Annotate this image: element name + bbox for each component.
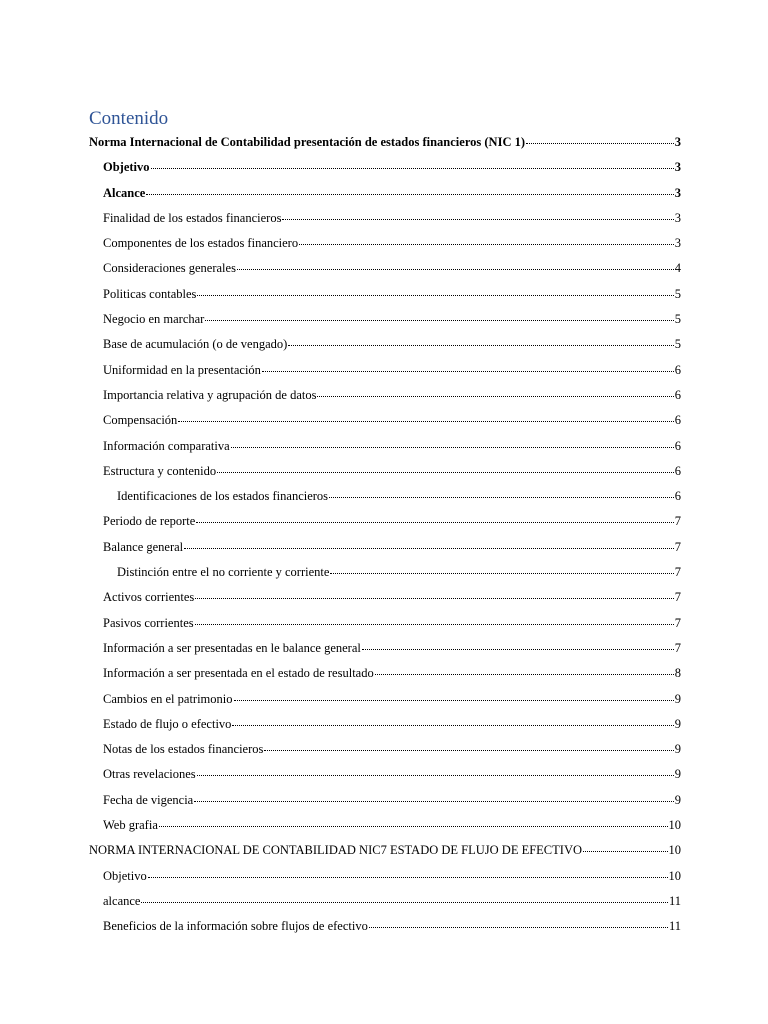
toc-entry-page-number: 3 xyxy=(674,210,681,225)
toc-entry[interactable] xyxy=(89,762,681,787)
toc-dot-leader xyxy=(369,926,668,928)
toc-dot-leader xyxy=(317,395,673,397)
toc-entry-page-number: 6 xyxy=(674,489,681,504)
toc-entry[interactable] xyxy=(89,484,681,509)
toc-entry-page-number: 10 xyxy=(668,868,681,883)
toc-entry-title: Estructura y contenido xyxy=(103,463,217,478)
toc-entry[interactable] xyxy=(89,358,681,383)
toc-entry-title: Pasivos corrientes xyxy=(103,615,194,630)
toc-dot-leader xyxy=(375,673,674,675)
toc-entry-title: Consideraciones generales xyxy=(103,261,236,276)
toc-entry[interactable] xyxy=(89,206,681,231)
toc-entry-page-number: 3 xyxy=(674,185,681,200)
toc-entry-title: Balance general xyxy=(103,539,184,554)
toc-dot-leader xyxy=(151,167,674,169)
toc-entry[interactable] xyxy=(89,636,681,661)
toc-dot-leader xyxy=(262,370,674,372)
toc-dot-leader xyxy=(196,521,673,523)
toc-entry[interactable] xyxy=(89,434,681,459)
toc-entry-title: Estado de flujo o efectivo xyxy=(103,716,232,731)
toc-entry-page-number: 5 xyxy=(674,337,681,352)
toc-entry-page-number: 6 xyxy=(674,413,681,428)
toc-entry-title: Alcance xyxy=(103,185,146,200)
toc-entry[interactable] xyxy=(89,585,681,610)
toc-entry[interactable] xyxy=(89,459,681,484)
toc-entry-page-number: 11 xyxy=(668,893,681,908)
toc-entry-page-number: 10 xyxy=(668,818,681,833)
toc-dot-leader xyxy=(362,648,674,650)
toc-entry-page-number: 11 xyxy=(668,919,681,934)
toc-entry-page-number: 3 xyxy=(674,236,681,251)
toc-dot-leader xyxy=(205,319,673,321)
toc-entry-title: Compensación xyxy=(103,413,178,428)
toc-entry[interactable] xyxy=(89,813,681,838)
toc-dot-leader xyxy=(282,218,673,220)
toc-entry-page-number: 7 xyxy=(674,640,681,655)
toc-entry-title: Componentes de los estados financiero xyxy=(103,236,299,251)
toc-dot-leader xyxy=(195,623,674,625)
toc-dot-leader xyxy=(146,193,673,195)
toc-entry-title: Uniformidad en la presentación xyxy=(103,362,261,377)
toc-entry-title: Finalidad de los estados financieros xyxy=(103,210,282,225)
toc-entry-page-number: 4 xyxy=(674,261,681,276)
toc-entry-title: Politicas contables xyxy=(103,286,197,301)
toc-entry-title: Otras revelaciones xyxy=(103,767,196,782)
toc-list xyxy=(89,130,681,940)
toc-entry-page-number: 9 xyxy=(674,691,681,706)
toc-entry[interactable] xyxy=(89,611,681,636)
toc-dot-leader xyxy=(197,294,673,296)
toc-entry[interactable] xyxy=(89,889,681,914)
toc-entry[interactable] xyxy=(89,231,681,256)
toc-entry[interactable] xyxy=(89,181,681,206)
toc-entry[interactable] xyxy=(89,383,681,408)
toc-entry-title: Notas de los estados financieros xyxy=(103,742,264,757)
toc-entry[interactable] xyxy=(89,661,681,686)
toc-entry[interactable] xyxy=(89,509,681,534)
toc-entry[interactable] xyxy=(89,737,681,762)
toc-entry-page-number: 7 xyxy=(674,514,681,529)
toc-entry[interactable] xyxy=(89,914,681,939)
toc-dot-leader xyxy=(194,800,674,802)
toc-dot-leader xyxy=(288,344,673,346)
toc-entry-page-number: 7 xyxy=(674,565,681,580)
toc-entry[interactable] xyxy=(89,535,681,560)
toc-dot-leader xyxy=(195,597,673,599)
toc-entry[interactable] xyxy=(89,307,681,332)
toc-entry-page-number: 9 xyxy=(674,792,681,807)
toc-entry-title: Web grafia xyxy=(103,818,158,833)
toc-entry-title: Información a ser presentada en el estado de resultado xyxy=(103,666,374,681)
toc-entry-page-number: 9 xyxy=(674,742,681,757)
toc-entry-page-number: 6 xyxy=(674,362,681,377)
toc-entry-title: Base de acumulación (o de vengado) xyxy=(103,337,288,352)
toc-heading: Contenido xyxy=(89,108,169,129)
toc-entry-page-number: 7 xyxy=(674,539,681,554)
toc-entry-title: Información comparativa xyxy=(103,438,230,453)
toc-entry-page-number: 5 xyxy=(674,312,681,327)
toc-entry-title: Activos corrientes xyxy=(103,590,195,605)
toc-entry-page-number: 10 xyxy=(668,843,681,858)
toc-entry-title: Cambios en el patrimonio xyxy=(103,691,233,706)
toc-entry-page-number: 6 xyxy=(674,438,681,453)
toc-entry-page-number: 6 xyxy=(674,387,681,402)
toc-dot-leader xyxy=(329,496,674,498)
toc-dot-leader xyxy=(141,901,667,903)
toc-entry[interactable] xyxy=(89,687,681,712)
toc-entry[interactable] xyxy=(89,282,681,307)
toc-entry-page-number: 8 xyxy=(674,666,681,681)
toc-entry[interactable] xyxy=(89,864,681,889)
toc-entry[interactable] xyxy=(89,332,681,357)
toc-entry-title: Fecha de vigencia xyxy=(103,792,194,807)
toc-entry-page-number: 3 xyxy=(674,135,681,149)
toc-entry-title: Identificaciones de los estados financieros xyxy=(117,489,329,504)
toc-entry-page-number: 7 xyxy=(674,615,681,630)
toc-entry-page-number: 6 xyxy=(674,463,681,478)
toc-dot-leader xyxy=(184,547,674,549)
toc-dot-leader xyxy=(234,699,674,701)
toc-entry-page-number: 5 xyxy=(674,286,681,301)
toc-dot-leader xyxy=(237,268,674,270)
toc-dot-leader xyxy=(232,724,673,726)
toc-entry[interactable] xyxy=(89,560,681,585)
toc-dot-leader xyxy=(197,774,674,776)
toc-dot-leader xyxy=(583,850,668,852)
toc-dot-leader xyxy=(159,825,668,827)
toc-dot-leader xyxy=(526,142,674,144)
toc-entry-page-number: 3 xyxy=(674,160,681,175)
toc-entry-title: Norma Internacional de Contabilidad presentación de estados financieros (NIC 1) xyxy=(89,135,526,149)
toc-entry-title: Objetivo xyxy=(103,160,150,175)
toc-entry-page-number: 7 xyxy=(674,590,681,605)
toc-entry-title: NORMA INTERNACIONAL DE CONTABILIDAD NIC7 ESTADO DE FLUJO DE EFECTIVO xyxy=(89,843,582,858)
toc-entry[interactable] xyxy=(89,155,681,180)
toc-entry-title: Importancia relativa y agrupación de datos xyxy=(103,387,317,402)
toc-entry-title: Información a ser presentadas en le balance general xyxy=(103,640,361,655)
toc-entry-title: alcance xyxy=(103,893,141,908)
toc-dot-leader xyxy=(231,446,674,448)
toc-entry[interactable] xyxy=(89,256,681,281)
toc-dot-leader xyxy=(299,243,674,245)
toc-entry[interactable] xyxy=(89,712,681,737)
toc-entry[interactable] xyxy=(89,408,681,433)
toc-entry[interactable] xyxy=(89,788,681,813)
toc-entry-title: Periodo de reporte xyxy=(103,514,196,529)
toc-dot-leader xyxy=(217,471,674,473)
toc-dot-leader xyxy=(264,749,673,751)
toc-dot-leader xyxy=(330,572,673,574)
toc-dot-leader xyxy=(148,876,668,878)
toc-dot-leader xyxy=(178,420,673,422)
toc-entry-title: Distinción entre el no corriente y corriente xyxy=(117,565,330,580)
toc-entry-title: Negocio en marchar xyxy=(103,312,205,327)
toc-entry[interactable] xyxy=(89,130,681,155)
toc-entry-title: Objetivo xyxy=(103,868,147,883)
toc-entry[interactable] xyxy=(89,838,681,863)
toc-entry-page-number: 9 xyxy=(674,767,681,782)
toc-entry-page-number: 9 xyxy=(674,716,681,731)
toc-entry-title: Beneficios de la información sobre flujos de efectivo xyxy=(103,919,368,934)
